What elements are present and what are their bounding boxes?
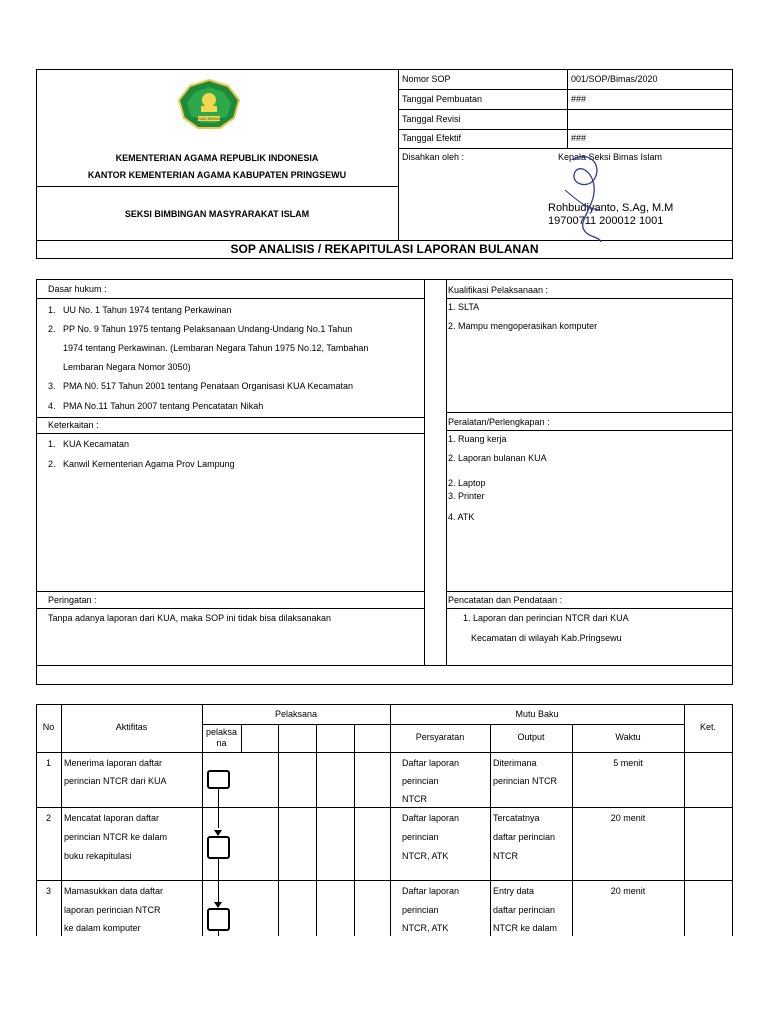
row-line	[36, 880, 733, 881]
legal-item: PMA No.11 Tahun 2007 tentang Pencatatan Nikah	[63, 401, 264, 411]
logo-motto: IKHLAS BERAMAL	[193, 117, 225, 121]
flow-step-box	[207, 770, 230, 789]
equipment-item: 1. Ruang kerja	[448, 434, 507, 444]
details-bottom-rule	[36, 665, 733, 666]
rule	[446, 412, 733, 413]
approver-title: Kepala Seksi Bimas Islam	[558, 152, 663, 162]
rule	[446, 298, 733, 299]
row-requirement: NTCR, ATK	[402, 923, 449, 933]
qualification-label: Kualifikasi Pelaksanaan :	[448, 285, 549, 295]
header-left-rule	[36, 186, 398, 187]
records-line: Kecamatan di wilayah Kab.Pringsewu	[471, 633, 622, 643]
legal-item: Lembaran Negara Nomor 3050)	[63, 362, 191, 372]
row-activity: ke dalam komputer	[64, 923, 141, 933]
qualification-item: 2. Mampu mengoperasikan komputer	[448, 321, 598, 331]
legal-basis-label: Dasar hukum :	[48, 284, 107, 294]
row-output: perincian NTCR	[493, 776, 558, 786]
col-line	[316, 724, 317, 936]
approved-label: Disahkan oleh :	[402, 152, 465, 162]
equipment-item: 2. Laptop	[448, 478, 486, 488]
meta-rule	[398, 129, 733, 130]
table-right	[732, 704, 733, 936]
row-activity: perincian NTCR ke dalam	[64, 832, 168, 842]
ministry-name: KEMENTERIAN AGAMA REPUBLIK INDONESIA	[115, 153, 319, 163]
row-activity: Menerima laporan daftar	[64, 758, 163, 768]
header-note: Ket.	[699, 722, 716, 732]
related-item: Kanwil Kementerian Agama Prov Lampung	[63, 459, 235, 469]
flow-step-box	[207, 908, 230, 931]
rule	[36, 591, 424, 592]
row-requirement: Daftar laporan	[402, 758, 460, 768]
approver-name: Rohbudiyanto, S.Ag, M.M	[548, 202, 674, 214]
header-executor-sub: na	[216, 738, 227, 748]
approver-nip: 19700711 200012 1001	[548, 215, 664, 227]
related-label: Keterkaitan :	[48, 420, 99, 430]
row-number: 1	[45, 758, 51, 768]
rule	[36, 417, 424, 418]
meta-label-nomor: Nomor SOP	[402, 74, 451, 84]
row-activity: perincian NTCR dari KUA	[64, 776, 167, 786]
row-output: NTCR ke dalam	[493, 923, 558, 933]
equipment-item: 3. Printer	[448, 491, 485, 501]
legal-item-num: 4.	[48, 401, 56, 411]
rule	[36, 298, 424, 299]
equipment-item: 2. Laporan bulanan KUA	[448, 453, 547, 463]
flow-connector	[218, 788, 219, 828]
records-line: 1. Laporan dan perincian NTCR dari KUA	[463, 613, 629, 623]
details-divider	[424, 279, 425, 665]
row-requirement: NTCR, ATK	[402, 851, 449, 861]
row-requirement: NTCR	[402, 794, 427, 804]
header-output: Output	[517, 732, 545, 742]
legal-item: UU No. 1 Tahun 1974 tentang Perkawinan	[63, 305, 232, 315]
meta-label-revised: Tanggal Revisi	[402, 114, 461, 124]
rule	[36, 608, 424, 609]
rule	[36, 433, 424, 434]
row-number: 3	[45, 886, 51, 896]
row-output: NTCR	[493, 851, 518, 861]
row-output: daftar perincian	[493, 905, 556, 915]
row-activity: buku rekapitulasi	[64, 851, 132, 861]
header-quality: Mutu Baku	[515, 709, 559, 719]
header-requirement: Persyaratan	[415, 732, 465, 742]
row-output: Tercatatnya	[493, 813, 540, 823]
legal-item-num: 1.	[48, 305, 56, 315]
related-item: KUA Kecamatan	[63, 439, 130, 449]
warning-label: Peringatan :	[48, 595, 97, 605]
row-output: Diterimana	[493, 758, 537, 768]
legal-item-num: 2.	[48, 324, 56, 334]
meta-divider	[567, 69, 568, 148]
document-title: SOP ANALISIS / REKAPITULASI LAPORAN BULANAN	[230, 242, 539, 256]
meta-value-effective: ###	[571, 133, 587, 143]
legal-item-num: 3.	[48, 381, 56, 391]
rule	[446, 430, 733, 431]
table-top	[36, 704, 733, 705]
related-item-num: 2.	[48, 459, 56, 469]
warning-text: Tanpa adanya laporan dari KUA, maka SOP ini tidak bisa dilaksanakan	[48, 613, 332, 623]
row-time: 20 menit	[610, 813, 646, 823]
records-label: Pencatatan dan Pendataan :	[448, 595, 563, 605]
related-item-num: 1.	[48, 439, 56, 449]
row-number: 2	[45, 813, 51, 823]
rule	[446, 608, 733, 609]
row-requirement: Daftar laporan	[402, 886, 460, 896]
col-line	[278, 724, 279, 936]
meta-label-effective: Tanggal Efektif	[402, 133, 462, 143]
row-line	[202, 724, 684, 725]
row-requirement: perincian	[402, 832, 439, 842]
legal-item: PMA N0. 517 Tahun 2001 tentang Penataan Organisasi KUA Kecamatan	[63, 381, 354, 391]
row-activity: Mencatat laporan daftar	[64, 813, 160, 823]
row-activity: Mamasukkan data daftar	[64, 886, 164, 896]
meta-rule	[398, 89, 733, 90]
header-no: No	[42, 722, 55, 732]
header-activity: Aktifitas	[115, 722, 148, 732]
meta-value-nomor: 001/SOP/Bimas/2020	[571, 74, 658, 84]
equipment-label: Peralatan/Perlengkapan :	[448, 417, 550, 427]
meta-rule	[398, 109, 733, 110]
header-executor-sub: pelaksa	[205, 727, 238, 737]
col-line	[572, 724, 573, 936]
meta-label-created: Tanggal Pembuatan	[402, 94, 483, 104]
ministry-logo-icon	[176, 78, 242, 130]
row-output: Entry data	[493, 886, 535, 896]
row-requirement: Daftar laporan	[402, 813, 460, 823]
header-block	[36, 69, 733, 259]
row-line	[36, 752, 733, 753]
header-divider	[398, 69, 399, 240]
details-block	[36, 279, 733, 685]
col-line	[61, 704, 62, 936]
header-executor: Pelaksana	[274, 709, 318, 719]
signature-icon	[555, 150, 615, 245]
equipment-item: 4. ATK	[448, 512, 475, 522]
col-line	[241, 724, 242, 752]
col-line	[490, 724, 491, 936]
legal-item: 1974 tentang Perkawinan. (Lembaran Negara Tahun 1975 No.12, Tambahan	[63, 343, 369, 353]
row-line	[36, 807, 733, 808]
meta-value-created: ###	[571, 94, 587, 104]
meta-rule	[398, 148, 733, 149]
qualification-item: 1. SLTA	[448, 302, 480, 312]
flow-step-box	[207, 836, 230, 859]
row-output: daftar perincian	[493, 832, 556, 842]
col-line	[684, 704, 685, 936]
row-requirement: perincian	[402, 905, 439, 915]
office-name: KANTOR KEMENTERIAN AGAMA KABUPATEN PRINGSEWU	[87, 170, 347, 180]
col-line	[354, 724, 355, 936]
row-activity: laporan perincian NTCR	[64, 905, 161, 915]
rule	[446, 591, 733, 592]
flow-connector	[218, 858, 219, 902]
row-requirement: perincian	[402, 776, 439, 786]
row-time: 20 menit	[610, 886, 646, 896]
row-time: 5 menit	[613, 758, 643, 768]
legal-item: PP No. 9 Tahun 1975 tentang Pelaksanaan Undang-Undang No.1 Tahun	[63, 324, 353, 334]
title-rule	[36, 240, 733, 241]
section-name: SEKSI BIMBINGAN MASYRARAKAT ISLAM	[124, 209, 310, 219]
header-time: Waktu	[615, 732, 641, 742]
